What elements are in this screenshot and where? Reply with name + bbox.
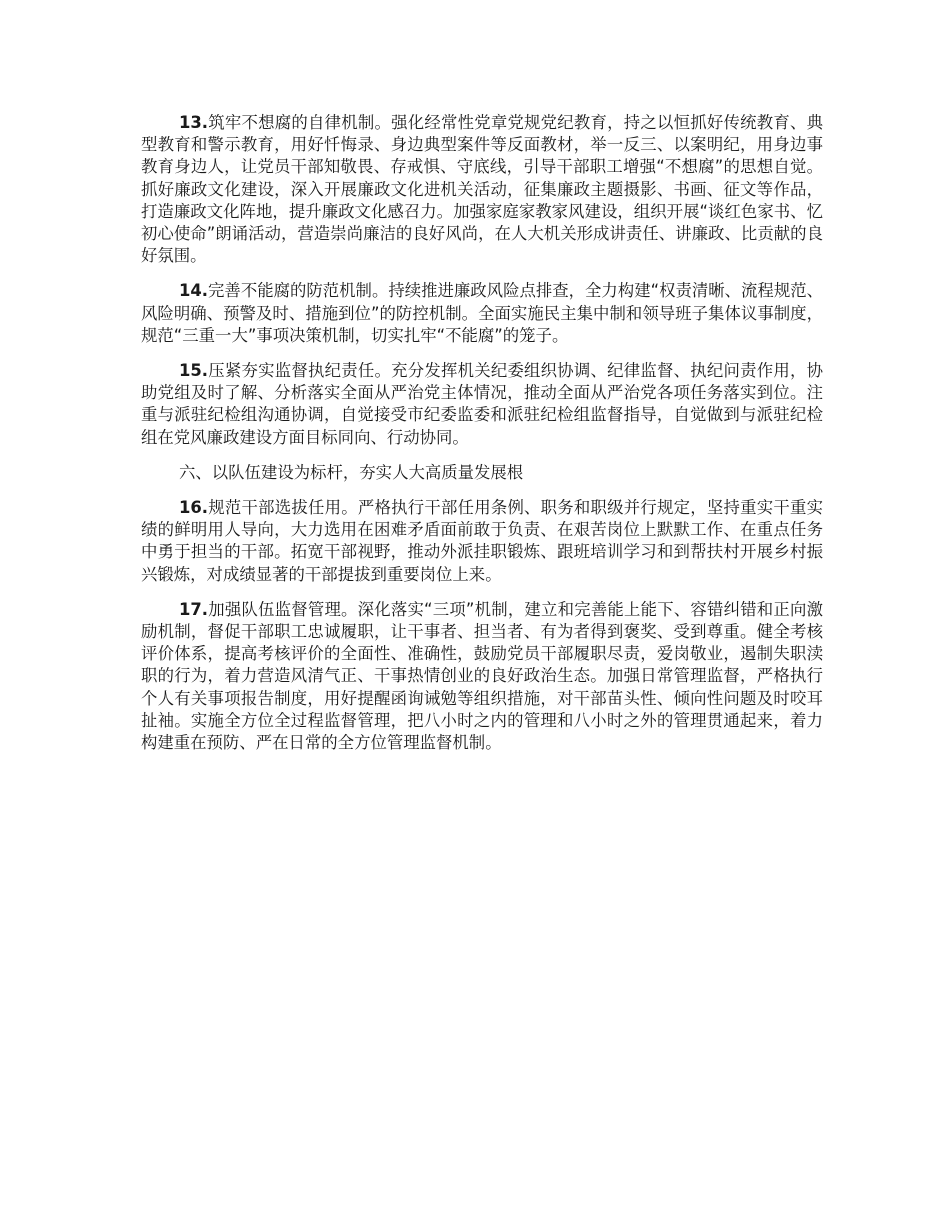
paragraph-text: 压紧夯实监督执纪责任。充分发挥机关纪委组织协调、纪律监督、执纪问责作用，协助党组及时了解、分析落实全面从严治党主体情况，推动全面从严治党各项任务落实到位。注重与派驻纪检组沟通协调，自觉接受市纪委监委和派驻纪检组监督指导，自觉做到与派驻纪检组在党风廉政建设方面目标同向、行动协同。 (141, 361, 823, 447)
paragraph-text: 完善不能腐的防范机制。持续推进廉政风险点排查，全力构建“权责清晰、流程规范、风险明确、预警及时、措施到位”的防控机制。全面实施民主集中制和领导班子集体议事制度，规范“三重一大”事项决策机制，切实扎牢“不能腐”的笼子。 (141, 281, 823, 345)
item-number: 16. (179, 498, 209, 518)
item-number: 14. (179, 281, 209, 301)
paragraph-16 (141, 497, 823, 586)
item-number: 15. (179, 361, 209, 381)
paragraph-15 (141, 360, 823, 449)
paragraph-text: 加强队伍监督管理。深化落实“三项”机制，建立和完善能上能下、容错纠错和正向激励机制，督促干部职工忠诚履职，让干事者、担当者、有为者得到褒奖、受到尊重。健全考核评价体系，提高考核评价的全面性、准确性，鼓励党员干部履职尽责，爱岗敬业，遏制失职渎职的行为，着力营造风清气正、干事热情创业的良好政治生态。加强日常管理监督，严格执行个人有关事项报告制度，用好提醒函询诫勉等组织措施，对干部苗头性、倾向性问题及时咬耳扯袖。实施全方位全过程监督管理，把八小时之内的管理和八小时之外的管理贯通起来，着力构建重在预防、严在日常的全方位管理监督机制。 (141, 599, 823, 753)
item-number: 17. (179, 599, 209, 619)
section-heading-6 (141, 462, 823, 484)
heading-text: 六、以队伍建设为标杆，夯实人大高质量发展根 (179, 462, 524, 482)
paragraph-13 (141, 112, 823, 267)
item-number: 13. (179, 113, 209, 132)
paragraph-text: 筑牢不想腐的自律机制。强化经常性党章党规党纪教育，持之以恒抓好传统教育、典型教育和警示教育，用好忏悔录、身边典型案件等反面教材，举一反三、以案明纪，用身边事教育身边人，让党员干部知敬畏、存戒惧、守底线，引导干部职工增强“不想腐”的思想自觉。抓好廉政文化建设，深入开展廉政文化进机关活动，征集廉政主题摄影、书画、征文等作品，打造廉政文化阵地，提升廉政文化感召力。加强家庭家教家风建设，组织开展“谈红色家书、忆初心使命”朗诵活动，营造崇尚廉洁的良好风尚，在人大机关形成讲责任、讲廉政、比贡献的良好氛围。 (141, 113, 823, 266)
paragraph-17 (141, 599, 823, 754)
document-body (141, 112, 823, 767)
paragraph-14 (141, 280, 823, 347)
paragraph-text: 规范干部选拔任用。严格执行干部任用条例、职务和职级并行规定，坚持重实干重实绩的鲜明用人导向，大力选用在困难矛盾面前敢于负责、在艰苦岗位上默默工作、在重点任务中勇于担当的干部。拓宽干部视野，推动外派挂职锻炼、跟班培训学习和到帮扶村开展乡村振兴锻炼，对成绩显著的干部提拔到重要岗位上来。 (141, 498, 823, 584)
